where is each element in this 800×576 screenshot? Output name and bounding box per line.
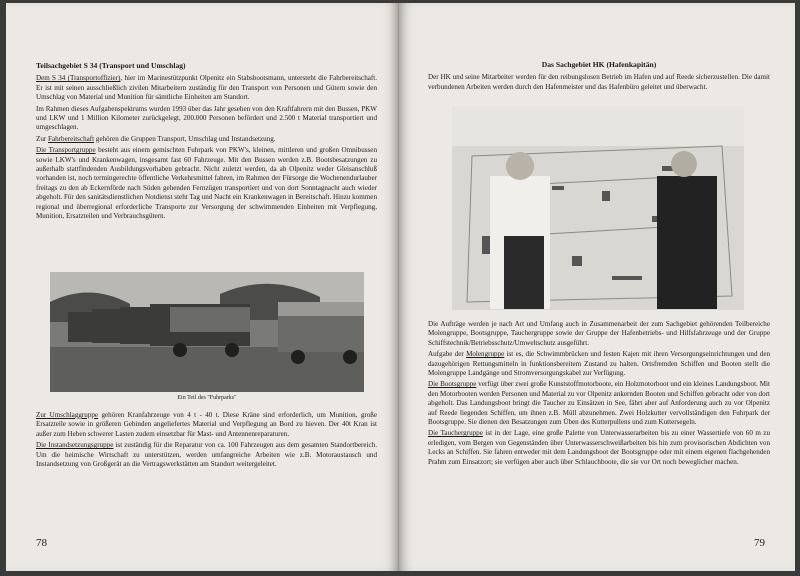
paragraph: Im Rahmen dieses Aufgabenspektrums wurden 1993 über das Jahr gesehen von den Kraftfahrern mit den Bussen, PKW und LKW und 1 Million Kilometer zurückgelegt, 200.000 Personen befördert und 2.500 t Material transportiert und umgeschlagen. [36, 104, 377, 132]
photo-caption: Ein Teil des "Fuhrparks" [177, 395, 237, 401]
paragraph-text: besteht aus einem gemischten Fuhrpark von PKW's, kleinen, mittleren und großen Omnibussen sowie LKW's und Krankenwagen, insgesamt fast 60 Fahrzeuge. Mit den Bussen werden z.B. Bootsbesatzungen zu außerhalb stattfindenden Ausbildungsvorhaben gebracht. Nicht zuletzt werden, da ab Olpenitz weder Gleisanschluß vorhanden ist, noch termingerechte öffentliche Verkehrsmittel fahren, im Rahmen der Fürsorge die Wochenendurlauber freitags zu den ab Eckernförde nach Süden gehenden Fernzügen transportiert und von dort Sonntagnacht auch wieder abgeholt. Für den sanitätsdienstlichen Notdienst steht Tag und Nacht ein Krankenwagen in Bereitschaft. Hinzu kommen regional und überregional erforderliche Transporte zur Versorgung der schwimmenden Einheiten mit Verpflegung, Munition, Ersatzteilen und Verbrauchsgütern. [36, 146, 377, 221]
right-page [399, 3, 795, 571]
paragraph-text: ist in der Lage, eine große Palette von Unterwasserarbeiten bis zu einer Wassertiefe von 60 m zu erledigen, vom Bergen von Gegenständen über Unterwasserschweißarbeiten bis hin zum provisorischen Abdichten von Lecks an Schiffen. Sie fahren entweder mit dem Landungsboot der Bootsgruppe oder mit einem eigenen flachgehenden Prahm zum Einsatzort; sie verfügen aber auch über Schlauchboote, die sie vor Ort noch beweglicher machen. [428, 429, 770, 466]
paragraph-text: Aufgabe der [428, 350, 467, 359]
right-text-column-lower [428, 320, 770, 469]
underlined-term: Die Instandsetzungsgruppe [36, 441, 114, 450]
underlined-term: Dem S 34 (Transportoffizier) [36, 74, 121, 83]
underlined-term: Die Transportgruppe [36, 146, 96, 155]
paragraph [36, 74, 377, 102]
book-spread [6, 3, 795, 571]
harbor-map-photo [452, 106, 744, 310]
underlined-term: Molengruppe [466, 350, 505, 359]
page-number: 78 [36, 537, 47, 549]
paragraph [428, 429, 770, 467]
paragraph: Die Aufträge werden je nach Art und Umfang auch in Zusammenarbeit der zum Sachgebiet gehörenden Teilbereiche Molengruppe, Bootsgruppe, Tauchergruppe sowie der Gruppe der Hafenbetriebs- und Hilfsfahrzeuge und der Gruppe Schiffstechnik/Betriebsschutz/Umweltschutz ausgeführt. [428, 320, 770, 347]
paragraph-text: gehören die Gruppen Transport, Umschlag und Instandsetzung. [94, 134, 276, 143]
underlined-term: Zur Umschlaggruppe [36, 411, 99, 419]
paragraph [36, 441, 377, 469]
left-heading: Teilsachgebiet S 34 (Transport und Umschlag) [36, 61, 186, 70]
paragraph [36, 146, 377, 221]
paragraph [428, 380, 770, 427]
left-text-column-lower [36, 411, 377, 471]
underlined-term: Fahrbereitschaft [48, 134, 95, 143]
left-page [6, 3, 399, 571]
paragraph-text: , hier im Marinestützpunkt Olpenitz ein Stabsbootsmann, untersteht die Fahrbereitschaft. Er ist mit seinen ausschließlich zivilen Mitarbeitern zuständig für den Transport von Personen und Gütern sowie den Umschlag von Material und Munition für sämtliche Einheiten am Standort. [36, 74, 377, 102]
paragraph-text: Zur [36, 134, 49, 143]
paragraph-text: ist es, die Schwimmbrücken und festen Kajen mit ihren Versorgungseinrichtungen und den dazugehörigen Rettungsmitteln in funktionsbereitem Zustand zu halten. Ortsfremden Schiffen und Booten stellt die Molengruppe Landgänge und Stromversorgungskabel zur Verfügung. [428, 350, 771, 378]
underlined-term: Die Bootsgruppe [428, 380, 477, 389]
underlined-term: Die Tauchergruppe [428, 429, 483, 438]
paragraph: Der HK und seine Mitarbeiter werden für den reibungslosen Betrieb im Hafen und auf Reede sicherzustellen. Die damit verbundenen Arbeiten werden durch den Hafenmeister und das Hafenbüro geleitet und überwacht. [428, 73, 770, 91]
paragraph-text: ist zuständig für die Reparatur von ca. 100 Fahrzeugen aus dem gesamten Standortbereich. Um die heimische Wirtschaft zu unterstützen, werden umfangreiche Arbeiten wie z.B. Motoraustausch und Instandsetzung von Großgerät an die Vertragswerkstätten am Standort weitergeleitet. [36, 441, 377, 469]
paragraph [428, 350, 770, 378]
left-text-column [36, 61, 377, 224]
paragraph-text: gehören Kranfahrzeuge von 4 t - 40 t. Diese Kräne sind erforderlich, um Munition, große Ersatzteile sowie in größeren Gebinden angeliefertes Material und Verpflegung an Bord zu hieven. Der 40t Kran ist außer zum Heben schwerer Lasten zudem einsetzbar für Mast- und Antennenreparaturen. [36, 411, 377, 438]
page-number: 79 [754, 537, 765, 549]
right-text-column-top [428, 60, 770, 94]
paragraph [36, 135, 377, 144]
paragraph [36, 411, 377, 439]
vehicle-fleet-photo [50, 272, 364, 392]
right-heading: Das Sachgebiet HK (Hafenkapitän) [541, 60, 657, 69]
paragraph-text: verfügt über zwei große Kunststoffmotorboote, ein Holzmotorboot und ein kleines Landungsboot. Mit den Motorbooten werden Personen und Material zu vor Olpenitz ankernden Booten und Schiffen gebracht oder von dort abgeholt. Das Landungsboot bringt die Taucher zu Einsätzen in See, fährt aber auf Anforderung auch zu vor Olpenitz auf Reede liegenden Schiffen, um ihnen z.B. Müll abzunehmen. Zwei Holzkutter vervollständigen den Fuhrpark der Bootsgruppe. Sie dienen den Besatzungen zum Üben des Kutterpullens und zum Kuttersegeln. [428, 380, 770, 427]
